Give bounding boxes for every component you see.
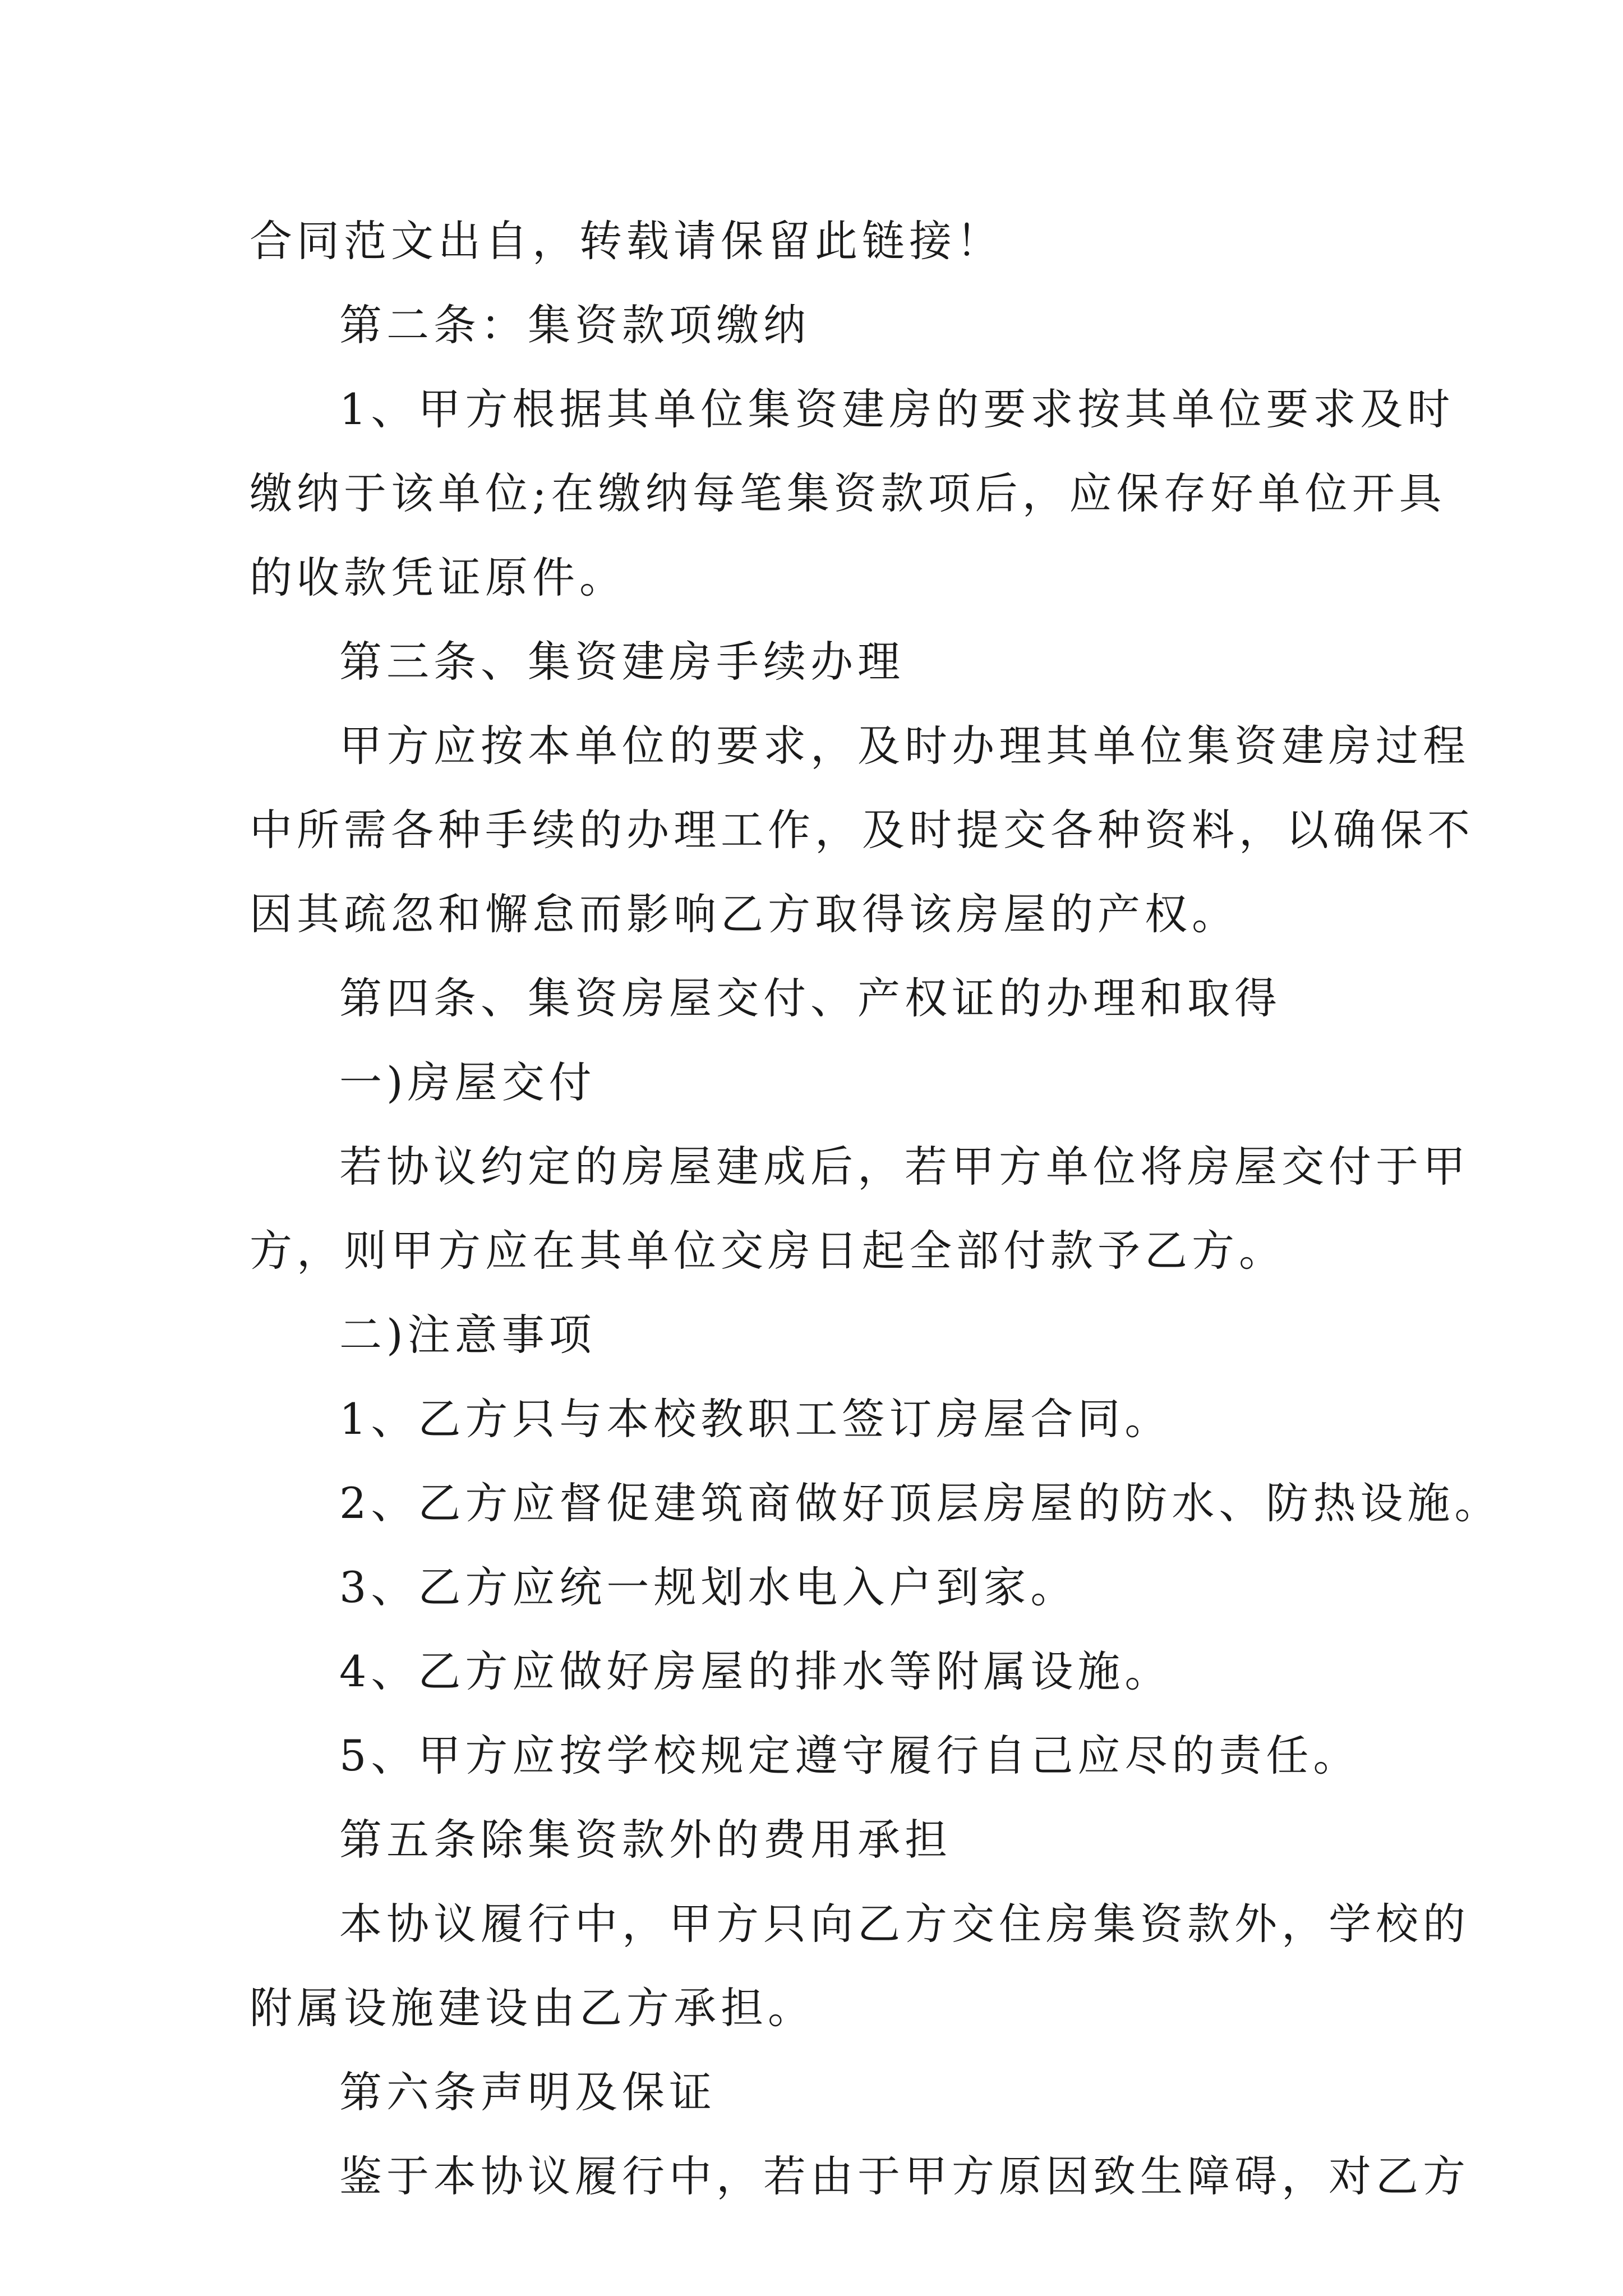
list-item: 2、乙方应督促建筑商做好顶层房屋的防水、防热设施。 <box>339 1478 1502 1528</box>
section-heading: 第二条：集资款项缴纳 <box>339 300 810 350</box>
section-heading: 第三条、集资建房手续办理 <box>339 637 905 687</box>
section-heading: 第五条除集资款外的费用承担 <box>339 1815 952 1865</box>
text-line: 本协议履行中，甲方只向乙方交住房集资款外，学校的 <box>339 1899 1470 1949</box>
section-heading: 第四条、集资房屋交付、产权证的办理和取得 <box>339 973 1281 1023</box>
subsection-heading: 二)注意事项 <box>339 1310 596 1360</box>
list-item: 1、乙方只与本校教职工签订房屋合同。 <box>339 1394 1172 1444</box>
document-body <box>250 199 1502 2219</box>
text-line: 鉴于本协议履行中，若由于甲方原因致生障碍，对乙方 <box>339 2151 1470 2201</box>
text-line: 因其疏忽和懈怠而影响乙方取得该房屋的产权。 <box>250 889 1239 939</box>
text-line: 附属设施建设由乙方承担。 <box>250 1983 815 2033</box>
list-item: 5、甲方应按学校规定遵守履行自己应尽的责任。 <box>339 1731 1361 1780</box>
text-line: 若协议约定的房屋建成后，若甲方单位将房屋交付于甲 <box>339 1142 1470 1191</box>
subsection-heading: 一)房屋交付 <box>339 1057 596 1107</box>
text-line: 方，则甲方应在其单位交房日起全部付款予乙方。 <box>250 1226 1286 1276</box>
list-item: 3、乙方应统一规划水电入户到家。 <box>339 1562 1078 1612</box>
section-heading: 第六条声明及保证 <box>339 2067 716 2117</box>
text-line: 甲方应按本单位的要求，及时办理其单位集资建房过程 <box>339 721 1470 771</box>
text-line: 的收款凭证原件。 <box>250 553 626 602</box>
text-line: 中所需各种手续的办理工作，及时提交各种资料，以确保不 <box>250 805 1474 855</box>
text-line: 合同范文出自，转载请保留此链接！ <box>250 216 1003 266</box>
text-line: 缴纳于该单位;在缴纳每笔集资款项后，应保存好单位开具 <box>250 468 1446 518</box>
list-item: 4、乙方应做好房屋的排水等附属设施。 <box>339 1646 1172 1696</box>
text-line: 1、甲方根据其单位集资建房的要求按其单位要求及时 <box>339 384 1455 434</box>
